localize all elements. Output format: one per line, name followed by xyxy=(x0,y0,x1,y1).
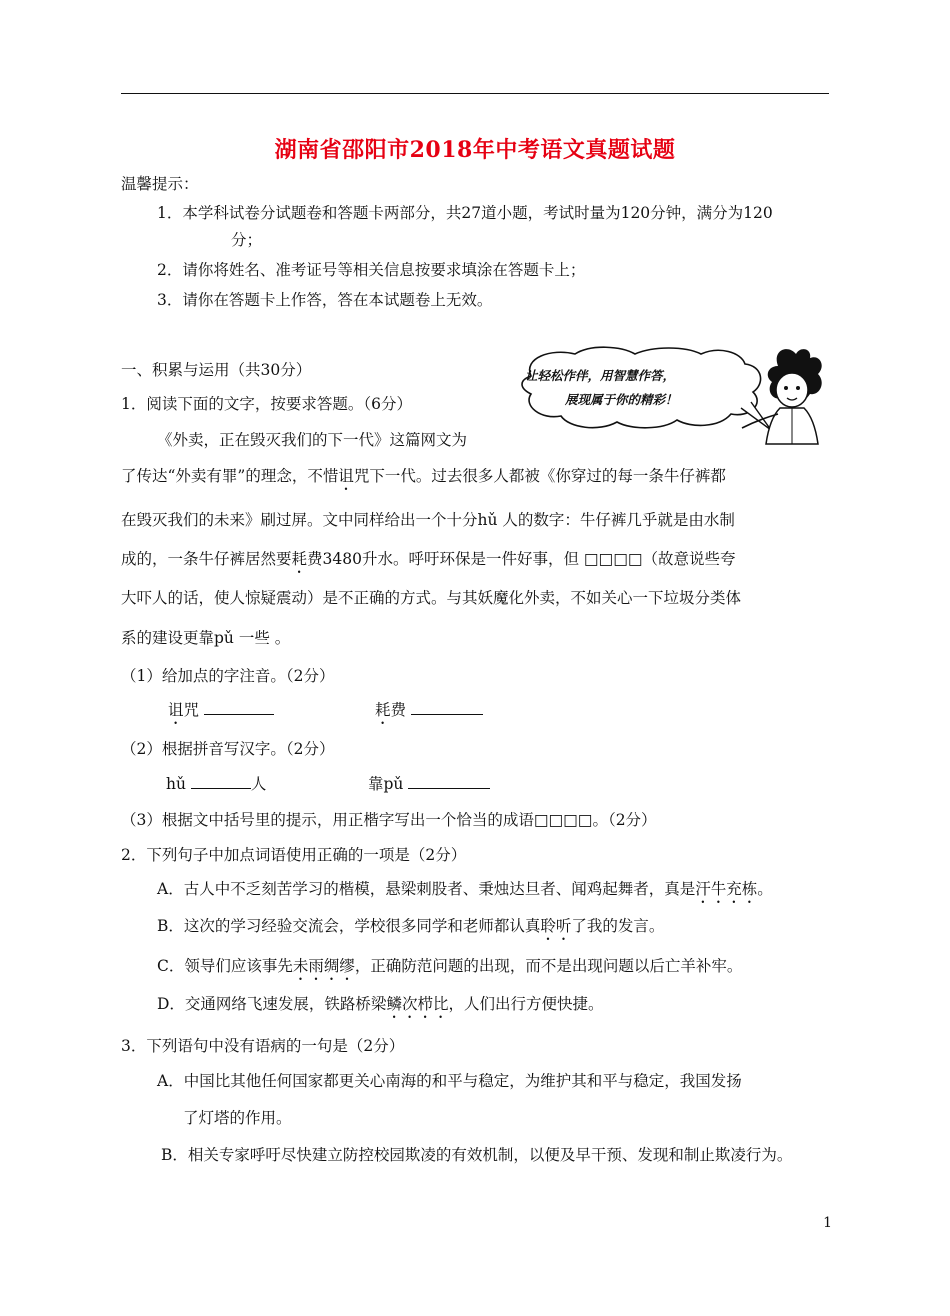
text-run: 费 xyxy=(390,701,411,719)
text-run: 靠pǔ xyxy=(368,775,409,793)
q1-sub-1-item-b xyxy=(375,698,483,728)
dotted-char: 耗 xyxy=(291,550,308,568)
answer-blank[interactable] xyxy=(191,772,251,789)
q1-passage-line-5: 大吓人的话，使人惊疑震动）是不正确的方式。与其妖魔化外卖，不如关心一下垃圾分类体 xyxy=(121,589,742,607)
bubble-line-2: 展现属于你的精彩！ xyxy=(565,392,678,407)
q1-sub-2-item-a xyxy=(166,772,266,794)
q2-option-a xyxy=(157,877,773,907)
q3-stem: 3．下列语句中没有语病的一句是（2分） xyxy=(121,1037,405,1055)
q3-option-a-cont: 了灯塔的作用。 xyxy=(183,1109,292,1127)
notice-item-1: 1．本学科试卷分试题卷和答题卡两部分，共27道小题，考试时量为120分钟，满分为120 xyxy=(157,204,773,222)
dotted-phrase: 聆听 xyxy=(540,917,572,935)
q2-option-b xyxy=(157,914,664,944)
header-rule xyxy=(121,93,829,94)
cartoon-girl-icon xyxy=(738,344,830,446)
text-run: 咒 xyxy=(183,701,204,719)
bubble-line-1: 让轻松作伴，用智慧作答， xyxy=(525,368,676,383)
dotted-char: 诅 xyxy=(168,701,184,719)
notice-item-3: 3．请你在答题卡上作答，答在本试题卷上无效。 xyxy=(157,291,493,309)
text-run: 成的，一条牛仔裤居然要 xyxy=(121,550,292,568)
page-number: 1 xyxy=(823,1215,832,1231)
notice-item-2: 2．请你将姓名、准考证号等相关信息按要求填涂在答题卡上； xyxy=(157,261,586,279)
answer-blank[interactable] xyxy=(204,698,274,715)
text-run: 了传达“外卖有罪”的理念，不惜 xyxy=(121,467,339,485)
text-run: C．领导们应该事先 xyxy=(157,957,293,975)
text-run: A．古人中不乏刻苦学习的楷模，悬梁刺股者、秉烛达旦者、闻鸡起舞者，真是 xyxy=(157,880,696,898)
text-run: 了我的发言。 xyxy=(571,917,665,935)
q1-passage-line-2 xyxy=(121,464,726,494)
text-run: 人 xyxy=(250,775,267,793)
dotted-phrase: 汗牛充栋 xyxy=(695,880,758,898)
dotted-char: 诅 xyxy=(338,467,354,485)
dotted-phrase: 未雨绸缪 xyxy=(292,957,355,975)
q1-passage-line-4 xyxy=(121,547,736,577)
q1-sub-1-item-a xyxy=(168,698,274,728)
notice-item-1-cont: 分； xyxy=(231,231,263,249)
section-1-title: 一、积累与运用（共30分） xyxy=(121,361,312,379)
text-run: hǔ xyxy=(166,775,191,793)
q2-option-d xyxy=(157,992,603,1022)
text-run: D．交通网络飞速发展，铁路桥梁 xyxy=(157,995,387,1013)
q2-option-c xyxy=(157,954,742,984)
text-run: ，人们出行方便快捷。 xyxy=(448,995,604,1013)
text-run: B．这次的学习经验交流会，学校很多同学和老师都认真 xyxy=(157,917,541,935)
q1-passage-line-3: 在毁灭我们的未来》刷过屏。文中同样给出一个十分hǔ 人的数字：牛仔裤几乎就是由水制 xyxy=(121,511,735,529)
q1-sub-1: （1）给加点的字注音。（2分） xyxy=(121,667,335,685)
q1-sub-2-item-b xyxy=(368,772,490,794)
page-title: 湖南省邵阳市2018年中考语文真题试题 xyxy=(274,137,676,163)
answer-blank[interactable] xyxy=(408,772,490,789)
q3-option-b: B．相关专家呼吁尽快建立防控校园欺凌的有效机制，以便及早干预、发现和制止欺凌行为。 xyxy=(161,1146,793,1164)
text-run: 咒下一代。过去很多人都被《你穿过的每一条牛仔裤都 xyxy=(353,467,726,485)
text-run: 费3480升水。呼吁环保是一件好事，但 □□□□（故意说些夸 xyxy=(307,550,736,568)
q1-passage-line-6: 系的建设更靠pǔ 一些 。 xyxy=(121,629,291,647)
text-run: ，正确防范问题的出现，而不是出现问题以后亡羊补牢。 xyxy=(354,957,743,975)
dotted-phrase: 鳞次栉比 xyxy=(386,995,449,1013)
q1-sub-3: （3）根据文中括号里的提示，用正楷字写出一个恰当的成语□□□□。（2分） xyxy=(121,811,657,829)
q1-stem: 1．阅读下面的文字，按要求答题。（6分） xyxy=(121,395,412,413)
q1-sub-2: （2）根据拼音写汉字。（2分） xyxy=(121,740,335,758)
q3-option-a: A．中国比其他任何国家都更关心南海的和平与稳定，为维护其和平与稳定，我国发扬 xyxy=(157,1072,742,1090)
q1-passage-line-1: 《外卖，正在毁灭我们的下一代》这篇网文为 xyxy=(157,431,468,449)
answer-blank[interactable] xyxy=(411,698,483,715)
dotted-char: 耗 xyxy=(375,701,391,719)
notice-heading: 温馨提示： xyxy=(121,175,199,193)
text-run: 。 xyxy=(757,880,773,898)
q2-stem: 2．下列句子中加点词语使用正确的一项是（2分） xyxy=(121,846,467,864)
